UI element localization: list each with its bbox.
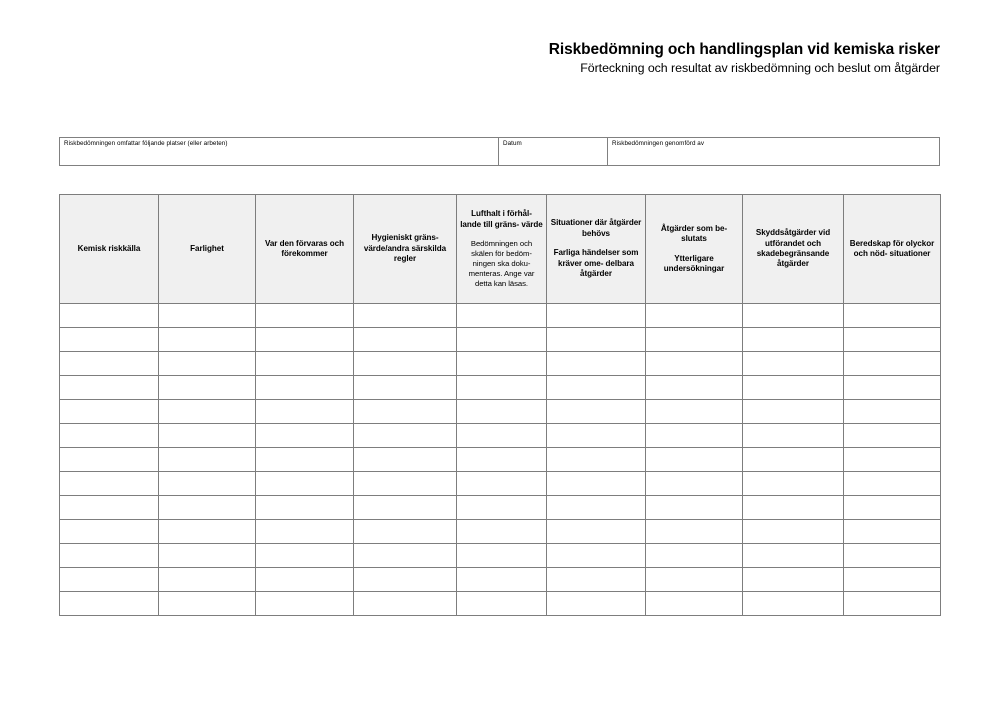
column-header-beredskap	[844, 195, 941, 304]
table-cell-var-den-forvaras[interactable]	[256, 544, 354, 568]
column-title: Skyddsåtgärder vid utförandet och skadebegränsande åtgärder	[755, 228, 831, 269]
table-cell-situationer-atgarder[interactable]	[547, 328, 646, 352]
table-cell-beredskap[interactable]	[844, 448, 941, 472]
column-header-var-den-forvaras	[256, 195, 354, 304]
table-cell-lufthalt[interactable]	[457, 592, 547, 616]
column-title: Kemisk riskkälla	[77, 243, 141, 253]
table-cell-var-den-forvaras[interactable]	[256, 304, 354, 328]
table-cell-beredskap[interactable]	[844, 568, 941, 592]
title-block	[549, 40, 940, 76]
table-cell-kemisk-riskkalla[interactable]	[60, 568, 159, 592]
table-cell-farlighet[interactable]	[159, 472, 256, 496]
table-row	[60, 352, 941, 376]
table-cell-skyddsatgarder[interactable]	[743, 352, 844, 376]
table-cell-var-den-forvaras[interactable]	[256, 496, 354, 520]
table-cell-situationer-atgarder[interactable]	[547, 352, 646, 376]
table-row	[60, 448, 941, 472]
table-cell-var-den-forvaras[interactable]	[256, 472, 354, 496]
table-cell-var-den-forvaras[interactable]	[256, 592, 354, 616]
table-cell-beredskap[interactable]	[844, 400, 941, 424]
table-cell-hygieniskt-gransvarde[interactable]	[354, 568, 457, 592]
table-cell-var-den-forvaras[interactable]	[256, 424, 354, 448]
table-row	[60, 328, 941, 352]
column-subtitle: Bedömningen och skälen för bedöm- ningen ska doku- menteras. Ange var detta kan läsas.	[468, 238, 535, 288]
info-label-date: Datum	[503, 140, 522, 147]
table-cell-skyddsatgarder[interactable]	[743, 304, 844, 328]
table-row	[60, 376, 941, 400]
table-cell-atgarder-beslutats[interactable]	[646, 472, 743, 496]
table-cell-situationer-atgarder[interactable]	[547, 496, 646, 520]
table-cell-kemisk-riskkalla[interactable]	[60, 544, 159, 568]
table-cell-situationer-atgarder[interactable]	[547, 568, 646, 592]
table-cell-hygieniskt-gransvarde[interactable]	[354, 424, 457, 448]
table-cell-var-den-forvaras[interactable]	[256, 376, 354, 400]
table-cell-beredskap[interactable]	[844, 352, 941, 376]
table-cell-lufthalt[interactable]	[457, 472, 547, 496]
table-row	[60, 568, 941, 592]
table-row	[60, 496, 941, 520]
table-cell-situationer-atgarder[interactable]	[547, 448, 646, 472]
table-header	[60, 195, 941, 304]
table-cell-beredskap[interactable]	[844, 592, 941, 616]
table-cell-lufthalt[interactable]	[457, 424, 547, 448]
table-cell-lufthalt[interactable]	[457, 520, 547, 544]
table-cell-hygieniskt-gransvarde[interactable]	[354, 496, 457, 520]
table-cell-beredskap[interactable]	[844, 496, 941, 520]
table-cell-atgarder-beslutats[interactable]	[646, 352, 743, 376]
page-title: Riskbedömning och handlingsplan vid kemiska risker	[548, 41, 940, 58]
table-cell-skyddsatgarder[interactable]	[743, 376, 844, 400]
table-header-row	[60, 195, 941, 304]
table-cell-atgarder-beslutats[interactable]	[646, 568, 743, 592]
table-cell-farlighet[interactable]	[159, 424, 256, 448]
column-title: Åtgärder som be- slutats	[660, 223, 728, 244]
table-cell-atgarder-beslutats[interactable]	[646, 496, 743, 520]
table-cell-beredskap[interactable]	[844, 544, 941, 568]
table-cell-var-den-forvaras[interactable]	[256, 520, 354, 544]
table-cell-lufthalt[interactable]	[457, 328, 547, 352]
table-row	[60, 544, 941, 568]
table-cell-beredskap[interactable]	[844, 376, 941, 400]
table-cell-lufthalt[interactable]	[457, 352, 547, 376]
table-cell-atgarder-beslutats[interactable]	[646, 304, 743, 328]
column-header-atgarder-beslutats	[646, 195, 743, 304]
info-field-performed-by[interactable]	[608, 138, 939, 165]
table-cell-hygieniskt-gransvarde[interactable]	[354, 376, 457, 400]
table-cell-lufthalt[interactable]	[457, 568, 547, 592]
table-cell-situationer-atgarder[interactable]	[547, 400, 646, 424]
table-cell-lufthalt[interactable]	[457, 448, 547, 472]
column-header-skyddsatgarder	[743, 195, 844, 304]
table-row	[60, 400, 941, 424]
table-cell-kemisk-riskkalla[interactable]	[60, 400, 159, 424]
table-cell-var-den-forvaras[interactable]	[256, 328, 354, 352]
table-cell-kemisk-riskkalla[interactable]	[60, 496, 159, 520]
table-cell-kemisk-riskkalla[interactable]	[60, 520, 159, 544]
table-cell-situationer-atgarder[interactable]	[547, 520, 646, 544]
table-cell-farlighet[interactable]	[159, 448, 256, 472]
table-cell-beredskap[interactable]	[844, 304, 941, 328]
column-header-situationer-atgarder	[547, 195, 646, 304]
table-cell-farlighet[interactable]	[159, 520, 256, 544]
table-cell-farlighet[interactable]	[159, 400, 256, 424]
table-cell-skyddsatgarder[interactable]	[743, 448, 844, 472]
table-cell-var-den-forvaras[interactable]	[256, 448, 354, 472]
table-cell-situationer-atgarder[interactable]	[547, 544, 646, 568]
risk-assessment-table	[59, 194, 941, 616]
table-cell-farlighet[interactable]	[159, 376, 256, 400]
table-cell-skyddsatgarder[interactable]	[743, 496, 844, 520]
table-cell-skyddsatgarder[interactable]	[743, 400, 844, 424]
table-cell-var-den-forvaras[interactable]	[256, 352, 354, 376]
table-cell-kemisk-riskkalla[interactable]	[60, 448, 159, 472]
table-cell-hygieniskt-gransvarde[interactable]	[354, 304, 457, 328]
table-cell-skyddsatgarder[interactable]	[743, 544, 844, 568]
column-subtitle: Ytterligare undersökningar	[663, 253, 725, 273]
table-cell-situationer-atgarder[interactable]	[547, 376, 646, 400]
table-cell-farlighet[interactable]	[159, 328, 256, 352]
table-cell-hygieniskt-gransvarde[interactable]	[354, 592, 457, 616]
table-cell-skyddsatgarder[interactable]	[743, 568, 844, 592]
column-title: Var den förvaras och förekommer	[264, 238, 345, 258]
table-cell-hygieniskt-gransvarde[interactable]	[354, 352, 457, 376]
column-header-kemisk-riskkalla	[60, 195, 159, 304]
column-subtitle: Farliga händelser som kräver ome- delbara åtgärder	[553, 248, 639, 279]
column-header-farlighet	[159, 195, 256, 304]
table-cell-atgarder-beslutats[interactable]	[646, 448, 743, 472]
column-title: Farlighet	[190, 243, 224, 253]
table-cell-hygieniskt-gransvarde[interactable]	[354, 328, 457, 352]
table-cell-skyddsatgarder[interactable]	[743, 328, 844, 352]
table-cell-kemisk-riskkalla[interactable]	[60, 304, 159, 328]
column-title: Beredskap för olyckor och nöd- situationer	[849, 238, 935, 258]
table-body	[60, 304, 941, 616]
table-cell-farlighet[interactable]	[159, 544, 256, 568]
table-cell-lufthalt[interactable]	[457, 400, 547, 424]
table-cell-lufthalt[interactable]	[457, 304, 547, 328]
table-cell-farlighet[interactable]	[159, 496, 256, 520]
table-cell-beredskap[interactable]	[844, 424, 941, 448]
table-cell-lufthalt[interactable]	[457, 496, 547, 520]
table-cell-atgarder-beslutats[interactable]	[646, 328, 743, 352]
column-title: Hygieniskt gräns- värde/andra särskilda regler	[363, 233, 447, 264]
table-cell-hygieniskt-gransvarde[interactable]	[354, 544, 457, 568]
table-cell-atgarder-beslutats[interactable]	[646, 592, 743, 616]
table-cell-situationer-atgarder[interactable]	[547, 424, 646, 448]
info-label-places: Riskbedömningen omfattar följande platser (eller arbeten)	[64, 140, 228, 147]
table-cell-situationer-atgarder[interactable]	[547, 592, 646, 616]
table-cell-hygieniskt-gransvarde[interactable]	[354, 472, 457, 496]
table-cell-atgarder-beslutats[interactable]	[646, 544, 743, 568]
table-cell-lufthalt[interactable]	[457, 376, 547, 400]
table-cell-kemisk-riskkalla[interactable]	[60, 472, 159, 496]
table-cell-farlighet[interactable]	[159, 568, 256, 592]
table-cell-atgarder-beslutats[interactable]	[646, 400, 743, 424]
table-row	[60, 424, 941, 448]
info-bar	[59, 137, 940, 166]
table-cell-farlighet[interactable]	[159, 352, 256, 376]
table-cell-var-den-forvaras[interactable]	[256, 568, 354, 592]
table-cell-hygieniskt-gransvarde[interactable]	[354, 400, 457, 424]
table-cell-beredskap[interactable]	[844, 328, 941, 352]
table-cell-beredskap[interactable]	[844, 520, 941, 544]
column-title: Lufthalt i förhål- lande till gräns- värde	[460, 209, 543, 229]
table-cell-skyddsatgarder[interactable]	[743, 424, 844, 448]
info-field-places[interactable]	[60, 138, 499, 165]
table-cell-kemisk-riskkalla[interactable]	[60, 592, 159, 616]
table-cell-atgarder-beslutats[interactable]	[646, 424, 743, 448]
info-field-date[interactable]	[499, 138, 608, 165]
table-cell-skyddsatgarder[interactable]	[743, 472, 844, 496]
table-row	[60, 520, 941, 544]
table-row	[60, 472, 941, 496]
column-header-lufthalt	[457, 195, 547, 304]
table-row	[60, 304, 941, 328]
column-title: Situationer där åtgärder behövs	[550, 218, 642, 238]
table-cell-kemisk-riskkalla[interactable]	[60, 352, 159, 376]
table-cell-farlighet[interactable]	[159, 592, 256, 616]
table-cell-kemisk-riskkalla[interactable]	[60, 328, 159, 352]
table-cell-atgarder-beslutats[interactable]	[646, 520, 743, 544]
table-cell-lufthalt[interactable]	[457, 544, 547, 568]
table-cell-kemisk-riskkalla[interactable]	[60, 424, 159, 448]
table-cell-hygieniskt-gransvarde[interactable]	[354, 448, 457, 472]
table-cell-atgarder-beslutats[interactable]	[646, 376, 743, 400]
table-cell-situationer-atgarder[interactable]	[547, 304, 646, 328]
table-cell-hygieniskt-gransvarde[interactable]	[354, 520, 457, 544]
info-label-performed-by: Riskbedömningen genomförd av	[612, 140, 705, 147]
table-row	[60, 592, 941, 616]
table-cell-beredskap[interactable]	[844, 472, 941, 496]
table-cell-kemisk-riskkalla[interactable]	[60, 376, 159, 400]
table-cell-var-den-forvaras[interactable]	[256, 400, 354, 424]
table-cell-skyddsatgarder[interactable]	[743, 520, 844, 544]
column-header-hygieniskt-gransvarde	[354, 195, 457, 304]
table-cell-situationer-atgarder[interactable]	[547, 472, 646, 496]
page-subtitle: Förteckning och resultat av riskbedömning och beslut om åtgärder	[580, 61, 940, 75]
table-cell-farlighet[interactable]	[159, 304, 256, 328]
table-cell-skyddsatgarder[interactable]	[743, 592, 844, 616]
